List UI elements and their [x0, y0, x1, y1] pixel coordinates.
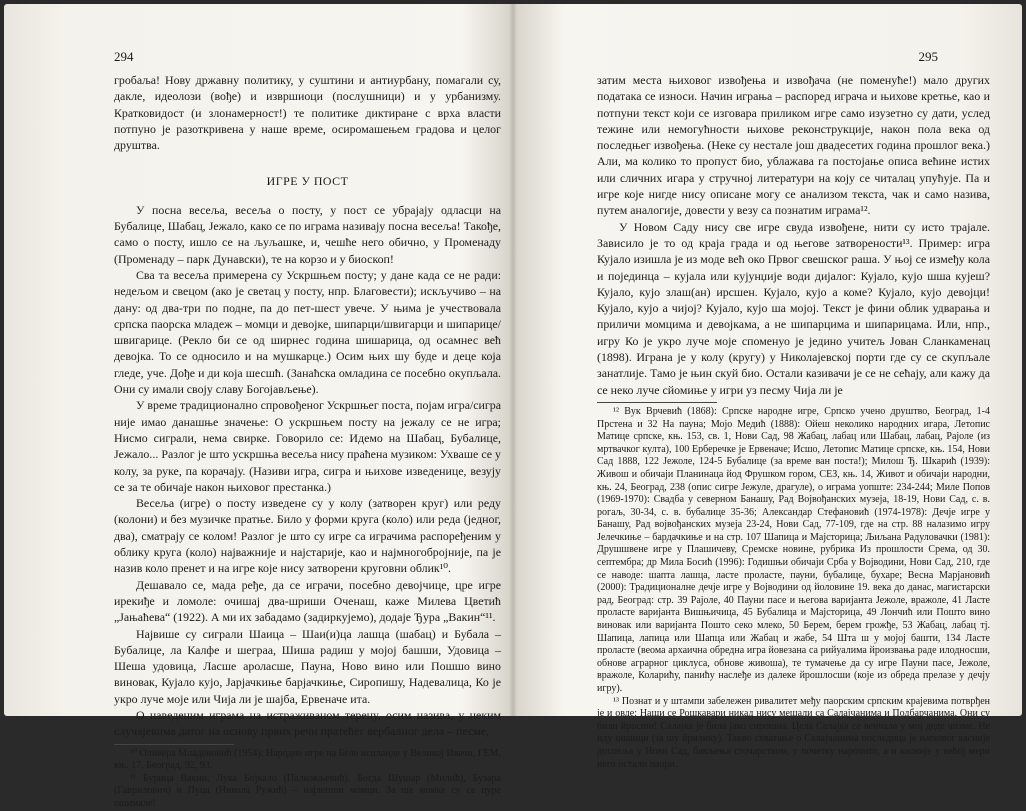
right-page — [513, 4, 1022, 770]
footnote: ¹³ Познат и у штампи забележен ривалитет међу паорским српским крајевима потврђен је и овде: Наши се Рошкавари никад нису мешали са Салајчанима и Подбарчанима. Они су били йросши! Салајка је била јако сирошна. Цела Салајка се венчала у мој деде чизме. Не иду ошанци (за шу йрилику). Такво схватање о Салајчанима последица је њиховог касније доспеља у Нови Сад, бављења сточарством, у почетку нарочито, а и касније у већој мери него остали паори. — [597, 695, 990, 770]
footnotes — [597, 406, 990, 771]
page-body — [597, 72, 990, 771]
footnote-divider — [597, 402, 717, 403]
paragraph: затим места њиховог извођења и извођача (не поменуће!) мало других података се износи. Начин играња – распоред играча и њихове кретње, као и потпуни текст који се изговара приликом игре само изузетно су дати, услед тежине или немогућности њихове реконструкције, након пола века од последњег извођења. (Неке су нестале још двадесетих година прошлог века.) Али, ма колико то пропуст био, ублажава га постојање описа већине истих или сличних игара у стручној литератури на коју се читалац упућује. Па и игре које нигде нису описане могу се анализом текста, чак и само назива, путем аналогије, довести у везу са познатим играма¹². — [597, 73, 990, 218]
footnote: ¹² Вук Врчевић (1868): Српске народне игре, Српско учено друштво, Београд, 1-4 Прстена и 32 На пауна; Мојо Медић (1888): Ойеш неколико народних игара, Летопис Матице српске, књ. 153, св. 1, Нови Сад, 98 Жабац, лабац или Шабац, лабац, Рајоле (из мртвачког култа), 100 Ерберечке је Ервеначе; Исшо, Летопис Матице српске, књ. 154, Нови Сад 1888, 122 Јежоле, 124-5 Бубалице (за време ван поста!); Милош Ђ. Шкарић (1939): Живош и обичаји Планинаца йод Фрушком гором, СЕЗ, књ. 14, Живот и обичаји народни, књ. 24, Београд, 238 (опис сигре Јежуле, драгуле), о играма уопште: 234-244; Миле Попов (1969-1970): Свадба у северном Банашу, Рад Војвођанских музеја, 18-19, Нови Сад, с. в. рогаљ, 30-34, с. в. бубалице 35-36; Александар Стефановић (1974-1978): Дечје игре у Банашу, Рад војвођанских музеја 23-24, Нови Сад, 77-109, где на стр. 88 налазимо игру Јелечкиње – бардачкиње и на стр. 107 Шапица и Мајсторица; Љиљана Радуловачки (1981): Друшшвене игре у Плашичеву, Сремске новине, рубрика Из прошлости Срема, од 30. септембра; др Мила Босић (1996): Годишњи обичаји Срба у Војводини, Нови Сад, 210, где се наводе: шапта лашца, ласте проласте, пауни, бубалице, бухаре; Весна Марјановић (2000): Традиционалне дечје игре у Војводини од йоловине 19. века до данас, магистарски рад, Београд: стр. 39 Рајоле, 40 Пауни пасе и његова варијанта Јежоле, вражоле, 41 Ласте проласте варијанта Вишњичица, 45 Бубалица и Мајсторица, 49 Лончић или Пошто вино виновак или варијанта Пошто секо млеко, 50 Берем, берем грожђе, 53 Жабац, лабац тј. Шапица, лапица или Шапца или Жабац и жабе, 54 Шта ш у мојој башти, 134 Ласте проласте (веома архаична обредна игра йовезана са рийуалима йроизвања раде илодносши, обнове аграрног циклуса, обнове живоша), те тумачење да су игре Пауни пасе, Јежоле, вражоле, Коларићу, панићу наслеђе из далеке йрошлосши (које из обреда прелазе у дечју игру). — [597, 405, 990, 694]
paragraph: Весеља (игре) о посту изведене су у колу (затворен круг) или реду (колони) и без музичке пратње. Било у форми круга (коло) или реда (једног, два), сматрају се колом! Разлог је што су игре са играчима распоређеним у облику круга (коло) најважније и најстарије, као и најмногобројније, па је назив коло пренет и на игре које нису затворени круговни облик¹⁰. — [114, 496, 501, 576]
paragraph: У време традиционално спровођеног Ускршњег поста, појам игра/сигра није имао данашње значење: О ускршњем посту на јежалу се не игра; Нисмо сиграли, нема свирке. Говорило се: Идемо на Шабац, Бубалице, Јежало... Разлог је што ускршња весеља нису праћена музиком: Ухваше се у колу, за руке, па корачају. (Називи игра, сигра и њихове изведенице, везују се за те обичаје након њиховог престанка.) — [114, 398, 502, 494]
paragraph: Највише су сиграли Шаица – Шаи(и)ца лашца (шабац) и Бубала – Бубалице, ла Калфе и шеграа, Шиша радиш у мојој башши, Удовица – Шеша удовица, Ласше ароласше, Пауна, Ново вино или Пошшо вино виновак, Кујало кујо, Јарјачкиње барјачкиње, Сиропишу, Надевалица, Ко је укро луче моје или Чија ли је шајба, Ервеначе ита. — [114, 626, 501, 706]
section-heading: ИГРЕ У ПОСТ — [266, 174, 349, 189]
footnotes — [114, 748, 501, 811]
page-number: 294 — [114, 49, 134, 64]
left-page — [4, 4, 513, 809]
paragraph: У посна весеља, весеља о посту, у пост се убрајају одласци на Бубалице, Шабац, Јежало, како се по играма називају посна весеља! Такође, само о посту, ишло се на љуљашке, и, чешће него обично, у Променаду (Променаду – парк Дунавски), те на корзо и у биоскоп! — [114, 202, 501, 266]
footnote: ¹⁰ Оливера Младеновић (1954): Народне игре на Беле испланде у Великој Ивачи, ГЕМ, књ. 17, Београд, 92, 93. — [114, 747, 501, 772]
paragraph: О наведеним играма на истраживаном терену, осим назива, у неким случајевима датог на основу првих речи пратећег вербалног дела – песме, — [114, 707, 501, 739]
footnote: ¹¹ Бурица Вакин, Лука Бојкало (Палковљевић), Богда Шушар (Милић), Бузара (Гаврилович) и Пуца (Никола Ружић) – најлепши момци. За ше момке су се цуре ошимале! — [114, 772, 501, 809]
footnote-divider — [114, 744, 234, 745]
page-number: 295 — [918, 49, 938, 64]
paragraph: Сва та весеља примерена су Ускршњем посту; у дане када се не ради: недељом и свецом (ако је светац у посту, нпр. Благовести); искључиво – на дану: од два-три по подне, па до пет-шест увече. У њима је учествовала српска паорска младеж – момци и девојке, шипарци/швигарци и шипарице/швигарице. (Рекло би се од ширнес година шишарица, од осамнес већ девојка. То се односило и на мушкарце.) Осим њих шу буде и деце која гледе, уче. Дође и ди која шесшћ. (Занаћска омладина се посебно окупљала. Они су имали своју славу Богојављење). — [114, 267, 501, 397]
paragraph: У Новом Саду нису све игре свуда извођене, нити су исто трајале. Зависило је то од краја града и од његове затворености¹³. Пример: игра Кујало изишла је из моде већ око Првог свешског раша. У њој се између кола и појединца – кујала или кујунџије води дијалог: Кујало, кујо шша кујеш? Кујало, кујо злаш(ан) ирсшен. Кујало, кујо а коме? Кујало, кујо девојци! Кујало, кујо а чијој? Кујало, кујо ша мојој. Текст је фини облик удварања и приличи момцима и девојкама, а не шипарцима и шипарицама. Или, нпр., игру Ко је укро луче моје споменуо је једино учитељ Јован Сланкаменац (1898). Играна је у колу (кругу) у Николајевској порти где су се скупљале занатлије. Тамо је њин скуй био. Остали казивачи је се не сећају, али кажу да се нeко луче сйомиње у игри уз песму Чија ли је — [597, 219, 990, 397]
book-spread — [4, 4, 1022, 809]
paragraph: гробаља! Нову државну политику, у суштини и антиурбану, помагали су, дакле, идеолози (вође) и извршиоци (послушници) и у урбанизму. Кратковидост (и злонамерност!) те политике диктиране с врха власти потпуно је разоткривена у наше време, осиромашењем градова и целог друштва. — [114, 73, 501, 153]
page-body — [114, 72, 501, 811]
paragraph: Дешавало се, мада ређе, да се играчи, посебно девојчице, цре игре ирекиђе и ломоле: очишај два-шриши Оченаш, каже Милева Цветић „Јањаћева“ (1922). А ми их забадамо (задиркујемо), додаје Ђура „Вакин“¹¹. — [114, 577, 501, 625]
